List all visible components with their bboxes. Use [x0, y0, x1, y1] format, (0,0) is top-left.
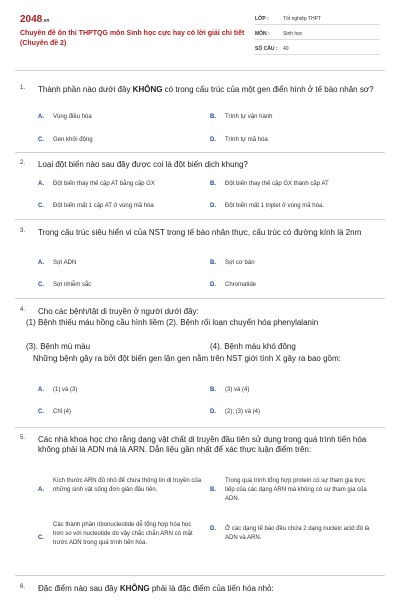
meta-divider — [255, 54, 380, 55]
document-header — [0, 0, 400, 60]
emphasis-not: KHÔNG — [119, 584, 150, 593]
section-divider — [15, 70, 385, 71]
question-number: 3. — [20, 228, 26, 234]
question-text: Cho các bệnh/tật di truyền ở người dưới đây: — [38, 307, 199, 316]
meta-divider — [255, 39, 380, 40]
question-number: 6. — [20, 584, 26, 590]
meta-label: MÔN : — [255, 31, 270, 37]
question-text: Các nhà khoa học cho rằng dạng vật chất di truyền đầu tiên sử dụng trong quá trình tiến hóa không phải là ADN mà là ARN. Dẫn liệu gần nhất để xác thực luận điểm trên: — [38, 435, 367, 454]
emphasis-not: KHÔNG — [132, 85, 163, 94]
logo-suffix: .vn — [42, 18, 50, 24]
meta-value: 40 — [283, 46, 289, 52]
meta-label: SỐ CÂU : — [255, 46, 278, 52]
disease-item-1-2: (1) Bệnh thiếu máu hồng cầu hình liềm (2). Bệnh rối loạn chuyển hóa phenylalanin — [26, 318, 319, 327]
meta-value: Sinh học — [283, 31, 303, 37]
question-number: 2. — [20, 160, 26, 166]
worksheet-page: 2048.vn Chuyên đề ôn thi THPTQG môn Sinh học cực hay có lời giải chi tiết (Chuyên đề 2) LỚP : Tốt nghiệp THPT MÔN : Sinh học SỐ CÂU : 40 1. Thành phần nào dưới đây KHÔNG có trong cấu trúc của một gen điển hình ở tế bào nhân sơ? A. Vùng điều hòa B. Trình tự vận hành C. Gen khởi động D. Trình tự mã hóa 2. Loại đột biến nào sau đây được coi là đột biến dịch khung? A. Đột biến thay thế cặp AT bằng cặp GX B. Đột biến thay thế cặp GX thành cặp AT C. Đột biến mất 1 cặp AT ở vùng mã hóa D. Đột biến mất 1 triplet ở vùng mã hóa. 3. Trong cấu trúc siêu hiển vi của NST trong tế bào nhân thực, cấu trúc có đường kính là 2nm A. Sợi ADN B. Sợi cơ bản C. Sợi nhiễm sắc D. Chromatide 4. Cho các bệnh/tật di truyền ở người dưới đây: (1) Bệnh thiếu máu hồng cầu hình liềm (2). Bệnh rối loạn chuyển hóa phenylalanin (3). Bệnh mù màu (4). Bệnh máu khó đông Những bệnh gây ra bởi đột biến gen lặn gen nằm trên NST giới tính X gây ra bao gồm: A. (1) và (3) B. (3) và (4) C. Chỉ (4) D. (2); (3) và (4) 5. Các nhà khoa học cho rằng dạng vật chất di truyền đầu tiên sử dụng trong quá trình tiến hóa không phải là ADN mà là ARN. Dẫn liệu gần nhất để xác thực luận điểm trên: A. Kích thước ARN đủ nhỏ để chứa thông tin di truyền của những sinh vật sống đơn giản đầu tiên. B. Trong quá trình tổng hợp protein có sự tham gia trực tiếp của các dạng ARN mà không có sự tham gia của ADN. C. Các thành phần ribonucleotide dễ tổng hợp hóa học hơn so với nucleotide do vậy chắc chắn ARN có mặt trước ADN trong quá trình tiến hóa. D. Ở các dạng tế bào đều chứa 2 dạng nucleic acid đó là ADN và ARN. 6. Đặc điểm nào sau đây KHÔNG phải là đặc điểm của tiến hóa nhỏ: — [0, 0, 400, 600]
meta-divider — [255, 24, 380, 25]
question-divider — [15, 575, 385, 576]
question-divider — [15, 152, 385, 153]
question-text: Trong cấu trúc siêu hiển vi của NST trong tế bào nhân thực, cấu trúc có đường kính là 2nm — [38, 228, 362, 237]
question-text: Loại đột biến nào sau đây được coi là đột biến dịch khung? — [38, 160, 248, 169]
question-divider — [15, 219, 385, 220]
question-number: 4. — [20, 307, 26, 313]
site-logo[interactable] — [20, 14, 49, 25]
question-text: Đặc điểm nào sau đây KHÔNG phải là đặc điểm của tiến hóa nhỏ: — [38, 584, 274, 593]
question-number: 1. — [20, 85, 26, 91]
disease-item-4: (4). Bệnh máu khó đông — [210, 342, 296, 351]
disease-item-3: (3). Bệnh mù màu — [26, 342, 91, 351]
question-number: 5. — [20, 435, 26, 441]
logo-main: 2048 — [20, 14, 43, 25]
question-text: Thành phần nào dưới đây KHÔNG có trong cấu trúc của một gen điển hình ở tế bào nhân sơ? — [38, 85, 374, 94]
question-prompt: Những bệnh gây ra bởi đột biến gen lặn gen nằm trên NST giới tính X gây ra bao gồm: — [33, 354, 341, 363]
question-divider — [15, 298, 385, 299]
question-divider — [15, 427, 385, 428]
meta-value: Tốt nghiệp THPT — [283, 16, 321, 22]
meta-label: LỚP : — [255, 16, 269, 22]
document-title: Chuyên đề ôn thi THPTQG môn Sinh học cực hay có lời giải chi tiết (Chuyên đề 2) — [20, 30, 245, 47]
